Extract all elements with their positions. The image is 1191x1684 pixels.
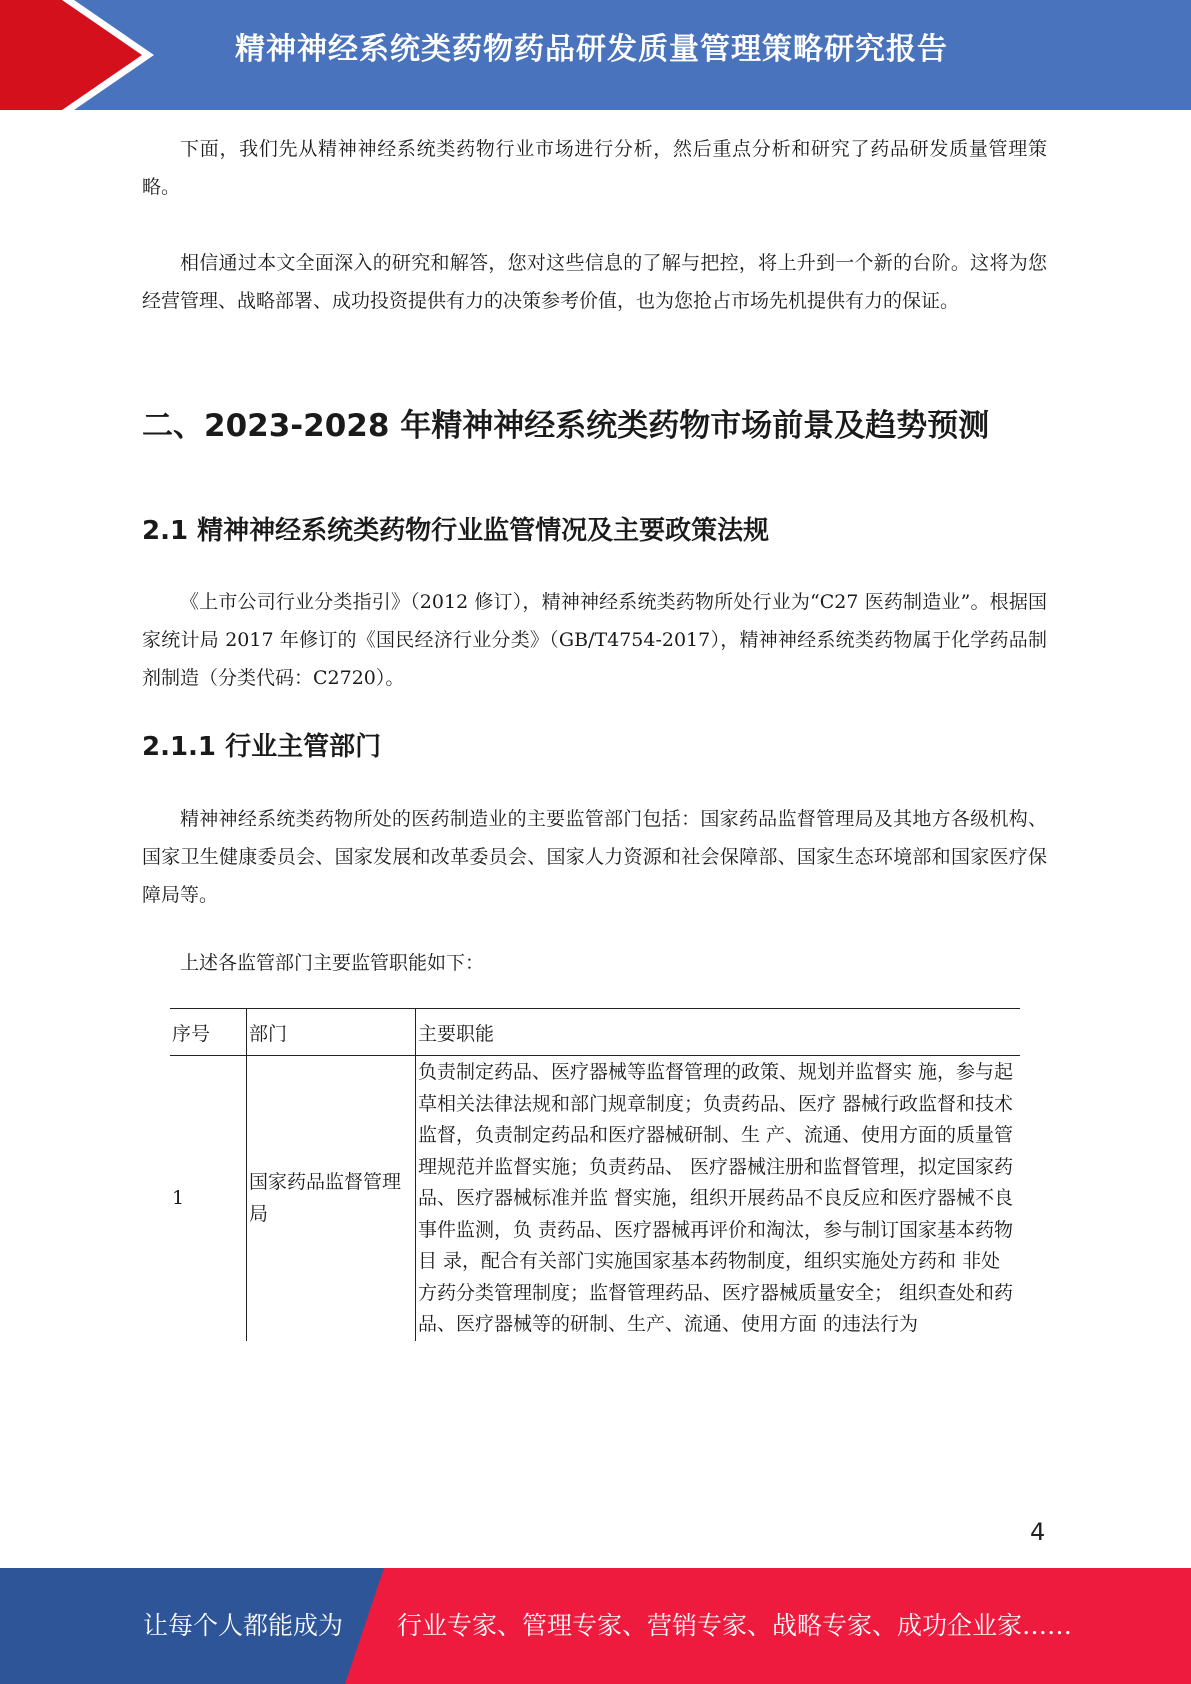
row-index: 1 [172, 1187, 185, 1209]
classification-block [142, 583, 1047, 697]
footer-slogan-left: 让每个人都能成为 [143, 1611, 344, 1640]
report-title: 精神神经系统类药物药品研发质量管理策略研究报告 [235, 32, 948, 67]
classification-paragraph: 《上市公司行业分类指引》（2012 修订），精神神经系统类药物所处行业为“C27 医药制造业”。根据国家统计局 2017 年修订的《国民经济行业分类》（GB/T4754-2017），精神神经系统类药物属于化学药品制剂制造（分类代码：C2720）。 [142, 591, 1047, 689]
departments-paragraph: 精神神经系统类药物所处的医药制造业的主要监管部门包括：国家药品监督管理局及其地方各级机构、国家卫生健康委员会、国家发展和改革委员会、国家人力资源和社会保障部、国家生态环境部和国家医疗保障局等。 [142, 808, 1047, 906]
row-duties: 负责制定药品、医疗器械等监督管理的政策、规划并监督实 施，参与起草相关法律法规和部门规章制度；负责药品、医疗 器械行政监督和技术监督，负责制定药品和医疗器械研制、生 产、流通、使用方面的质量管理规范并监督实施；负责药品、 医疗器械注册和监督管理，拟定国家药品、医疗器械标准并监 督实施，组织开展药品不良反应和医疗器械不良事件监测，负 责药品、医疗器械再评价和淘汰，参与制订国家基本药物目 录，配合有关部门实施国家基本药物制度，组织实施处方药和 非处方药分类管理制度；监督管理药品、医疗器械质量安全； 组织查处和药品、医疗器械等的研制、生产、流通、使用方面 的违法行为 [416, 1056, 1021, 1341]
section-heading-2: 二、2023-2028 年精神神经系统类药物市场前景及趋势预测 [142, 408, 990, 444]
footer-slogan-right: 行业专家、管理专家、营销专家、战略专家、成功企业家…… [397, 1611, 1073, 1640]
column-header-department: 部门 [247, 1009, 416, 1056]
intro-paragraph-1: 下面，我们先从精神神经系统类药物行业市场进行分析，然后重点分析和研究了药品研发质量管理策略。 [142, 138, 1047, 198]
table-header-row [170, 1009, 1020, 1056]
intro-paragraph-2: 相信通过本文全面深入的研究和解答，您对这些信息的了解与把控，将上升到一个新的台阶。这将为您经营管理、战略部署、成功投资提供有力的决策参考价值，也为您抢占市场先机提供有力的保证。 [142, 252, 1047, 312]
intro-block [142, 130, 1047, 320]
table-row [170, 1056, 1020, 1341]
column-header-index: 序号 [170, 1009, 247, 1056]
page-footer [0, 1568, 1191, 1684]
table-intro-paragraph: 上述各监管部门主要监管职能如下： [180, 952, 485, 974]
regulator-duties-table [170, 1008, 1020, 1341]
page-number: 4 [1030, 1518, 1046, 1546]
departments-block [142, 800, 1047, 914]
section-heading-2-1: 2.1 精神神经系统类药物行业监管情况及主要政策法规 [142, 516, 770, 546]
table-intro-block [142, 944, 1047, 982]
row-department: 国家药品监督管理局 [247, 1056, 416, 1341]
section-heading-2-1-1: 2.1.1 行业主管部门 [142, 732, 382, 762]
page-header [0, 0, 1191, 110]
column-header-duties: 主要职能 [416, 1009, 1021, 1056]
